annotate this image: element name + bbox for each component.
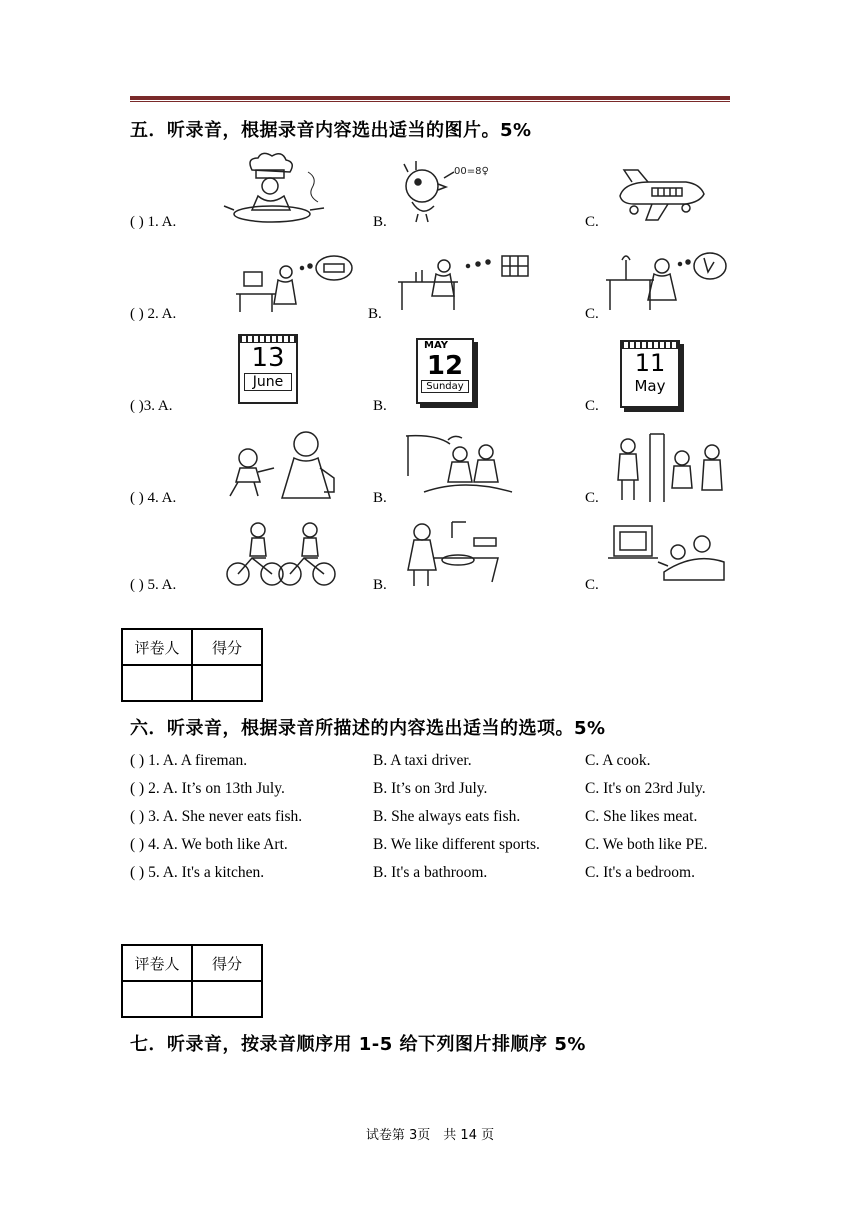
section6-title: 六．听录音，根据录音所描述的内容选出适当的选项。5%	[130, 718, 606, 739]
calendar-c-month: May	[634, 377, 666, 395]
girl-and-woman-image[interactable]	[224, 428, 349, 500]
calendar-a-number: 13	[251, 343, 285, 373]
s6-q3-a: ( ) 3. A. She never eats fish.	[130, 808, 303, 825]
s6-q4-c: C. We both like PE.	[585, 836, 708, 853]
score-field[interactable]	[192, 665, 262, 701]
airplane-image[interactable]	[612, 166, 707, 224]
s6-q1-a: ( ) 1. A. A fireman.	[130, 752, 248, 769]
reviewer-field[interactable]	[122, 981, 192, 1017]
s6-q2-c: C. It's on 23rd July.	[585, 780, 706, 797]
s5-row3-c: C.	[585, 398, 599, 414]
reviewer-field[interactable]	[122, 665, 192, 701]
kids-riding-bikes-image[interactable]	[224, 518, 336, 588]
s5-row3-b: B.	[373, 398, 387, 414]
svg-text:00=8♀: 00=8♀	[454, 166, 489, 177]
calendar-june-13-image[interactable]	[238, 334, 298, 404]
score-label: 得分	[192, 945, 262, 981]
chef-cooking-image[interactable]	[220, 152, 330, 227]
calendar-b-day: Sunday	[421, 380, 469, 393]
s5-row1-b: B.	[373, 214, 387, 230]
score-label: 得分	[192, 629, 262, 665]
s6-q2-b: B. It’s on 3rd July.	[373, 780, 488, 797]
s6-q5-a: ( ) 5. A. It's a kitchen.	[130, 864, 265, 881]
reviewer-label: 评卷人	[122, 629, 192, 665]
s5-row1-prefix: ( ) 1. A.	[130, 214, 177, 230]
page-footer: 试卷第 3页 共 14 页	[365, 1128, 495, 1143]
calendar-b-month: MAY	[424, 340, 448, 351]
s6-q2-a: ( ) 2. A. It’s on 13th July.	[130, 780, 285, 797]
s5-row2-b: B.	[368, 306, 382, 322]
s5-row5-prefix: ( ) 5. A.	[130, 577, 177, 593]
s5-row5-b: B.	[373, 577, 387, 593]
s6-q4-b: B. We like different sports.	[373, 836, 540, 853]
header-rule-thin	[130, 101, 730, 102]
s5-row2-c: C.	[585, 306, 599, 322]
family-watching-tv-image[interactable]	[604, 522, 726, 588]
s6-q5-c: C. It's a bedroom.	[585, 864, 695, 881]
calendar-c-number: 11	[634, 349, 666, 377]
s5-row4-prefix: ( ) 4. A.	[130, 490, 177, 506]
man-at-desk-thinking-bus-image[interactable]	[396, 252, 536, 314]
s6-q3-c: C. She likes meat.	[585, 808, 698, 825]
score-field[interactable]	[192, 981, 262, 1017]
calendar-b-number: 12	[426, 351, 464, 381]
s5-row2-prefix: ( ) 2. A.	[130, 306, 177, 322]
reviewer-label: 评卷人	[122, 945, 192, 981]
s6-q5-b: B. It's a bathroom.	[373, 864, 488, 881]
fishing-image[interactable]	[404, 430, 514, 500]
s5-row1-c: C.	[585, 214, 599, 230]
woman-cooking-kitchen-image[interactable]	[404, 518, 504, 588]
section7-title: 七．听录音，按录音顺序用 1-5 给下列图片排顺序 5%	[130, 1034, 586, 1055]
woman-at-desk-thinking-image[interactable]	[604, 250, 729, 314]
s6-q1-b: B. A taxi driver.	[373, 752, 472, 769]
bird-teacher-image[interactable]	[398, 158, 498, 223]
s5-row4-c: C.	[585, 490, 599, 506]
s6-q4-a: ( ) 4. A. We both like Art.	[130, 836, 288, 853]
s5-row3-prefix: ( )3. A.	[130, 398, 173, 414]
s6-q3-b: B. She always eats fish.	[373, 808, 521, 825]
man-at-desk-thinking-car-image[interactable]	[234, 252, 354, 314]
s5-row4-b: B.	[373, 490, 387, 506]
calendar-may-11-image[interactable]	[620, 340, 680, 408]
family-at-door-image[interactable]	[608, 432, 728, 502]
score-box-2	[121, 944, 263, 1018]
score-box-1	[121, 628, 263, 702]
header-rule	[130, 96, 730, 100]
s5-row5-c: C.	[585, 577, 599, 593]
section5-title: 五．听录音，根据录音内容选出适当的图片。5%	[130, 120, 532, 141]
s6-q1-c: C. A cook.	[585, 752, 651, 769]
calendar-may-12-image[interactable]	[416, 338, 474, 404]
calendar-a-month: June	[244, 373, 292, 391]
